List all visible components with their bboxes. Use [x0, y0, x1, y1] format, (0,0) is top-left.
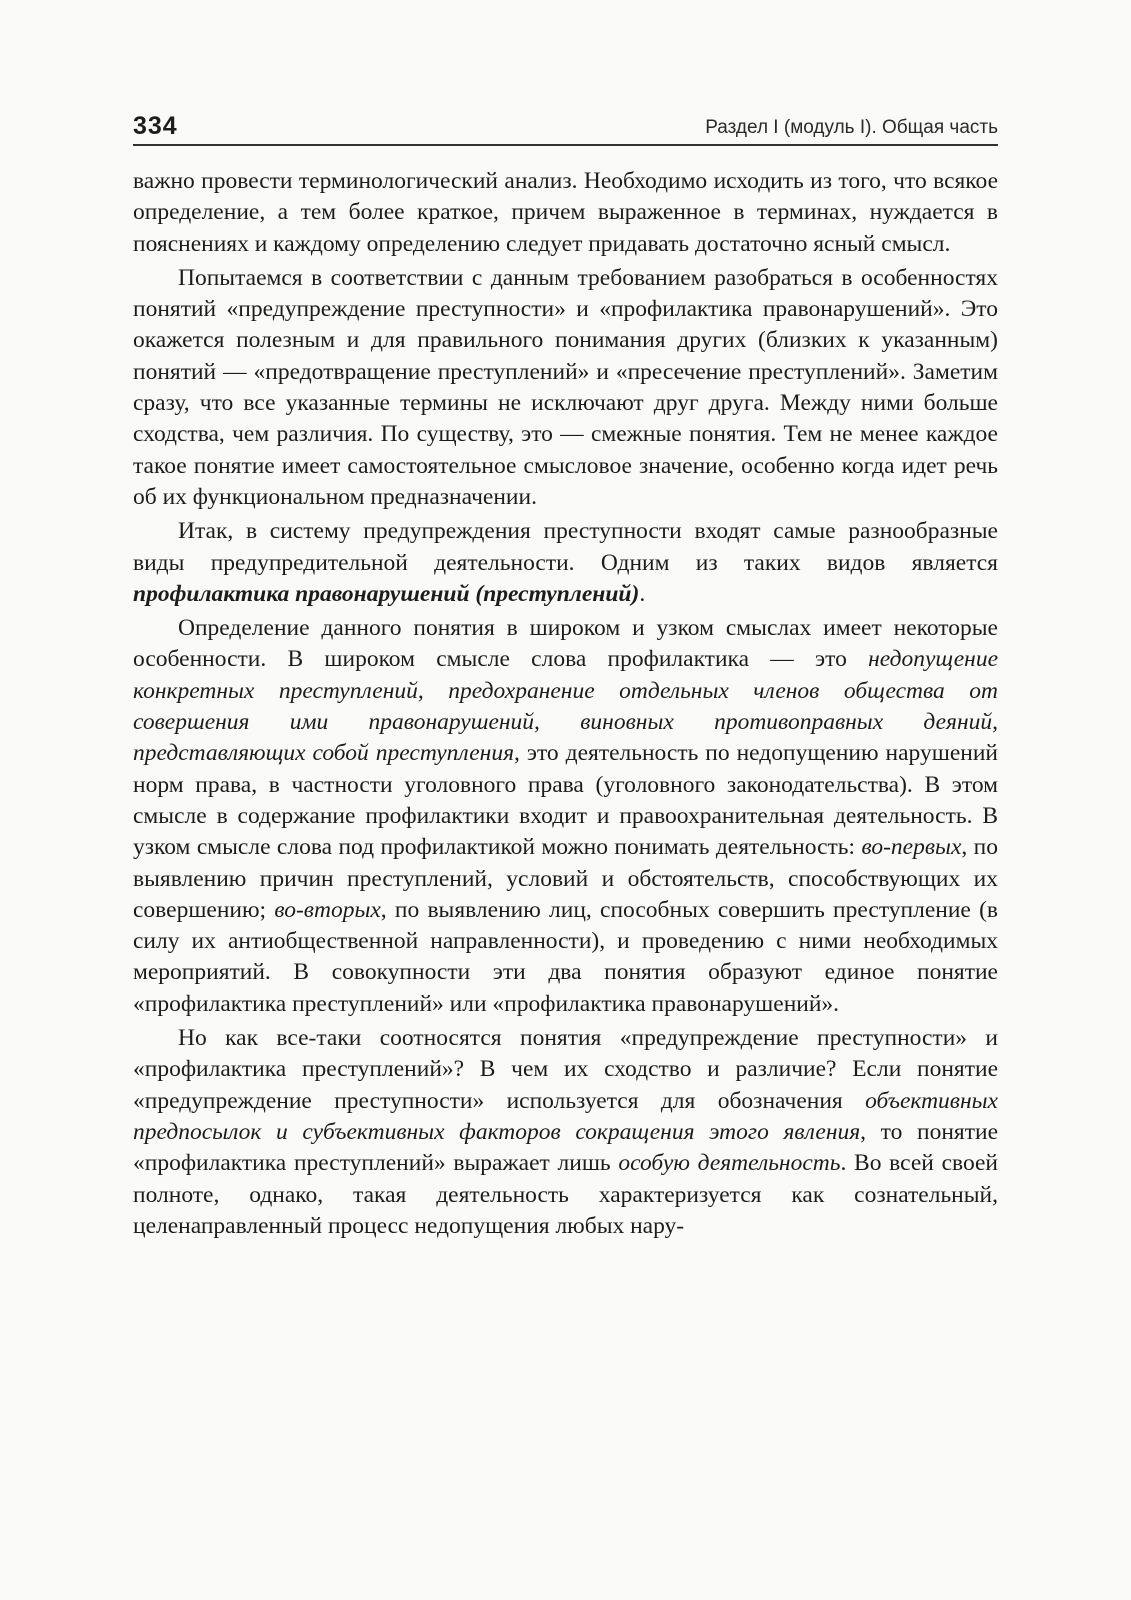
emphasis-text: недопущение конкретных преступлений, предохранение отдельных членов общества от совершения ими правонарушений, виновных противоправных деяний, представляющих собой преступления: [133, 646, 998, 767]
emphasis-text: во-первых: [861, 834, 962, 861]
emphasis-text: особую деятельность: [618, 1150, 841, 1177]
paragraph-text: Попытаемся в соответствии с данным требованием разобраться в особенностях понятий «предупреждение преступности» и «профилактика правонарушений». Это окажется полезным и для правильного понимания других (близких к указанным) понятий — «предотвращение преступлений» и «пресечение преступлений». Заметим сразу, что все указанные термины не исключают друг друга. Между ними больше сходства, чем различия. По существу, это — смежные понятия. Тем не менее каждое такое понятие имеет самостоятельное смысловое значение, особенно когда идет речь об их функциональном предназначении.: [133, 264, 998, 510]
paragraph-text: .: [639, 580, 646, 607]
paragraph-text: , по выявлению причин преступлений, условий и обстоятельств, способствующих их совершению;: [133, 834, 998, 923]
paragraph-text: , то понятие «профилактика преступлений» выражает лишь: [133, 1118, 998, 1177]
paragraph-text: , по выявлению лиц, способных совершить преступление (в силу их антиобщественной направленности), и проведению с ними необходимых мероприятий. В совокупности эти два понятия образуют единое понятие «профилактика преступлений» или «профилактика правонарушений».: [133, 896, 998, 1017]
emphasis-text: объективных предпосылок и субъективных факторов сокращения этого явления: [133, 1087, 998, 1145]
paragraph-text: Определение данного понятия в широком и узком смыслах имеет некоторые особенности. В широком смысле слова профилактика — это: [133, 615, 998, 673]
paragraph-text: Но как все-таки соотносятся понятия «предупреждение преступности» и «профилактика преступлений»? В чем их сходство и различие? Если понятие «предупреждение преступности» используется для обозначения: [133, 1025, 998, 1114]
paragraph: [133, 516, 998, 610]
page-number: 334: [133, 112, 178, 140]
emphasis-text: во-вторых: [274, 896, 381, 923]
paragraph: [133, 1023, 998, 1242]
running-head: Раздел I (модуль I). Общая часть: [705, 117, 998, 138]
paragraph: [133, 166, 998, 260]
paragraph-text: , это деятельность по недопущению нарушений норм права, в частности уголовного права (уголовного законодательства). В этом смысле в содержание профилактики входит и правоохранительная деятельность. В узком смысле слова под профилактикой можно понимать деятельность:: [133, 740, 998, 861]
paragraph: [133, 613, 998, 1020]
paragraph-text: важно провести терминологический анализ. Необходимо исходить из того, что всякое определение, а тем более краткое, причем выраженное в терминах, нуждается в пояснениях и каждому определению следует придавать достаточно ясный смысл.: [133, 168, 998, 257]
paragraph-text: . Во всей своей полноте, однако, такая деятельность характеризуется как сознательный, целенаправленный процесс недопущения любых нару-: [133, 1150, 998, 1239]
paragraph-text: Итак, в систему предупреждения преступности входят самые разнообразные виды предупредительной деятельности. Одним из таких видов является: [133, 518, 998, 576]
body-text: [133, 166, 998, 1242]
emphasis-text: профилактика правонарушений (преступлений): [133, 580, 640, 607]
page-header: [133, 108, 998, 146]
paragraph: [133, 263, 998, 513]
